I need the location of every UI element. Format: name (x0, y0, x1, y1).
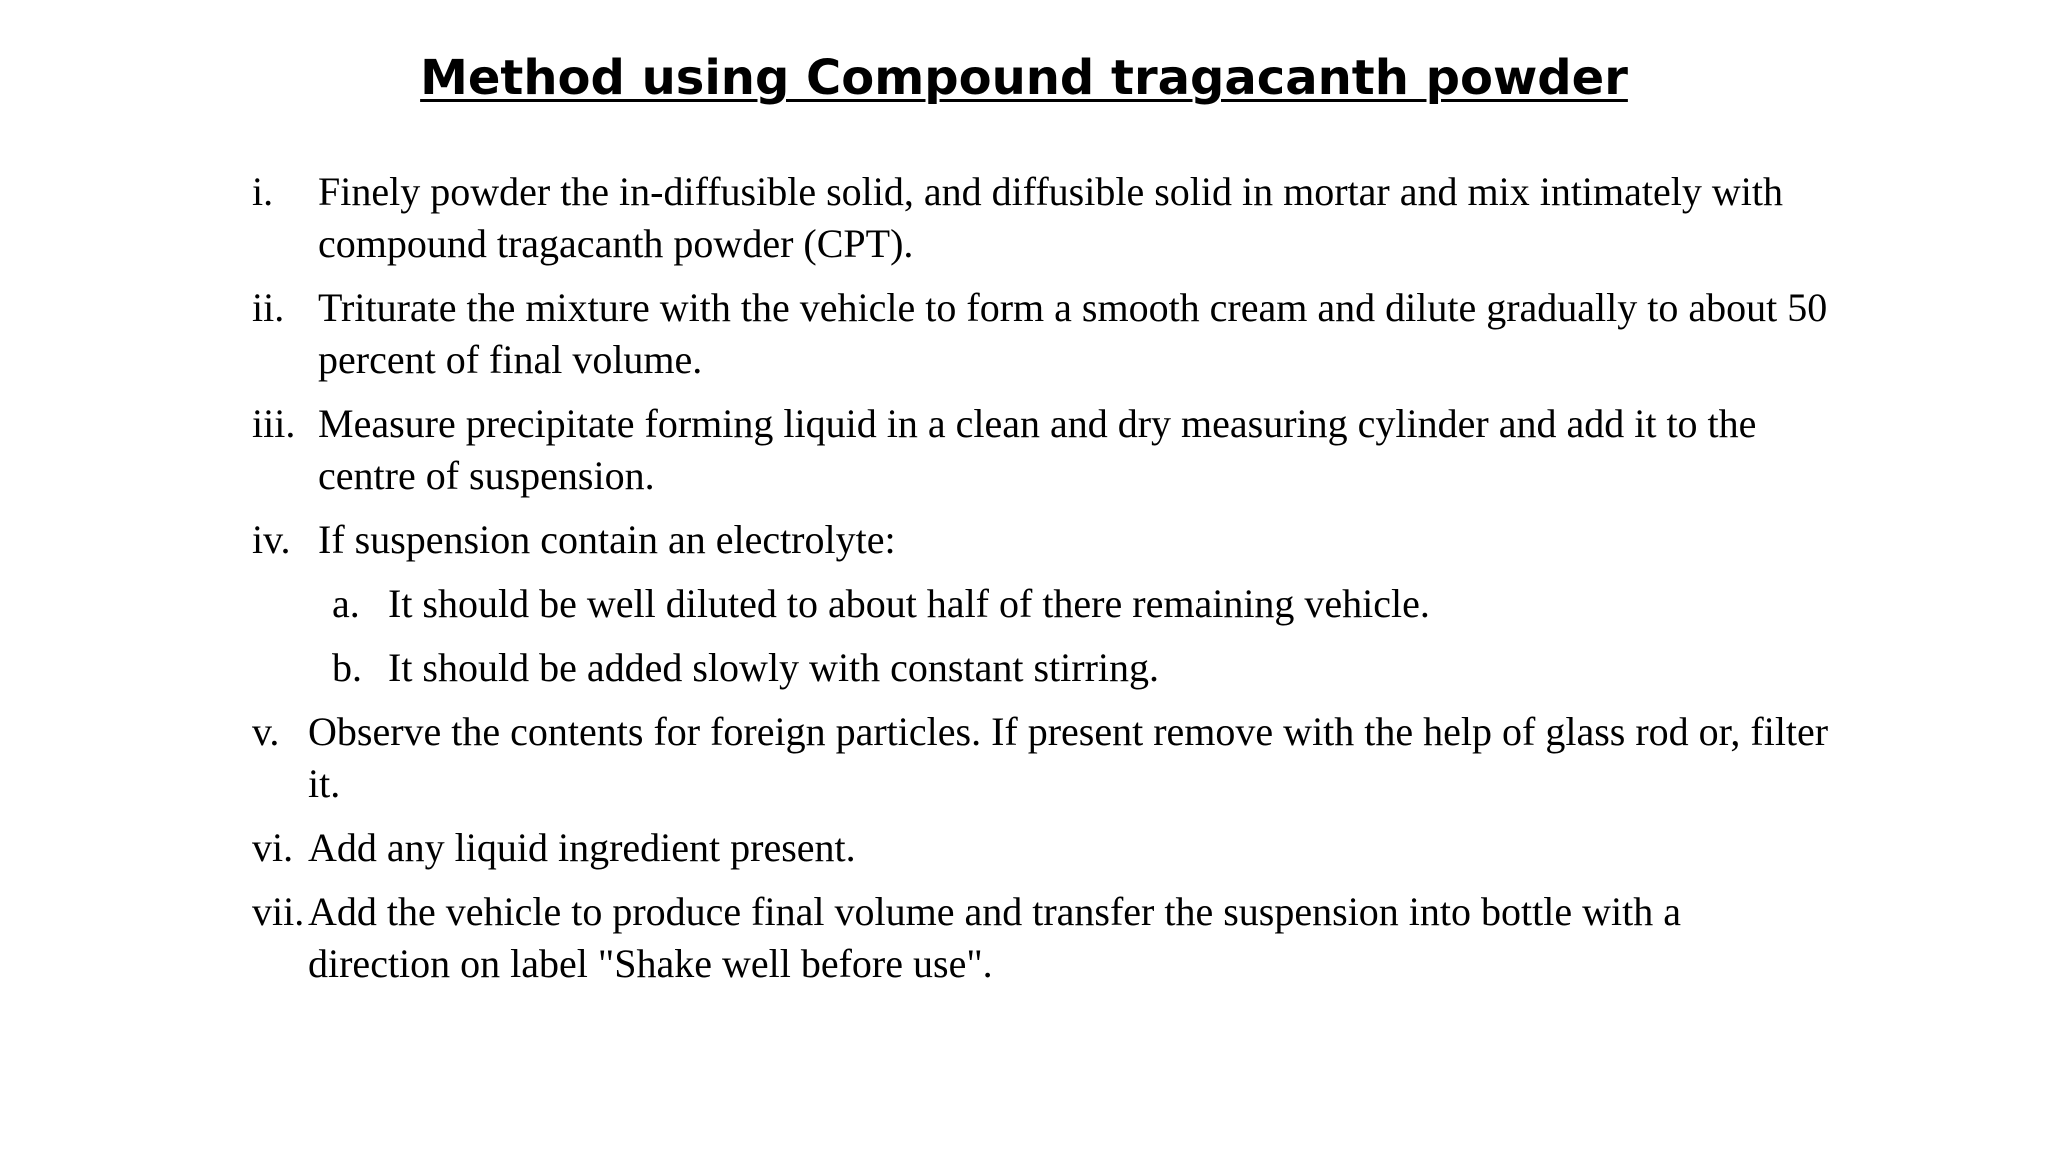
slide-title: Method using Compound tragacanth powder (420, 50, 1628, 106)
step-text: Measure precipitate forming liquid in a clean and dry measuring cylinder and add it to the centre of suspension. (318, 401, 1757, 498)
step-marker: iv. (252, 517, 291, 562)
step-marker: vii. (252, 889, 305, 934)
step-marker: ii. (252, 285, 285, 330)
sub-step-marker: b. (332, 645, 362, 690)
step-item (252, 166, 1832, 270)
step-item (252, 514, 1832, 566)
sub-step-text: It should be well diluted to about half of there remaining vehicle. (388, 581, 1430, 626)
step-marker: v. (252, 709, 280, 754)
sub-step-text: It should be added slowly with constant stirring. (388, 645, 1160, 690)
step-item (252, 282, 1832, 386)
steps-list (252, 166, 1832, 1002)
sub-step-marker: a. (332, 581, 360, 626)
step-text: Finely powder the in-diffusible solid, and diffusible solid in mortar and mix intimately with compound tragacanth powder (CPT). (318, 169, 1783, 266)
step-text: Observe the contents for foreign particles. If present remove with the help of glass rod or, filter it. (308, 709, 1829, 806)
sub-step-item (332, 578, 1832, 630)
step-text: If suspension contain an electrolyte: (318, 517, 896, 562)
step-item (252, 706, 1832, 810)
step-text: Add any liquid ingredient present. (308, 825, 856, 870)
step-item (252, 886, 1832, 990)
step-item (252, 822, 1832, 874)
step-marker: i. (252, 169, 274, 214)
step-marker: iii. (252, 401, 296, 446)
step-item (252, 398, 1832, 502)
sub-step-item (332, 642, 1832, 694)
step-text: Add the vehicle to produce final volume and transfer the suspension into bottle with a direction on label "Shake well before use". (308, 889, 1681, 986)
step-text: Triturate the mixture with the vehicle to form a smooth cream and dilute gradually to about 50 percent of final volume. (318, 285, 1828, 382)
step-marker: vi. (252, 825, 294, 870)
